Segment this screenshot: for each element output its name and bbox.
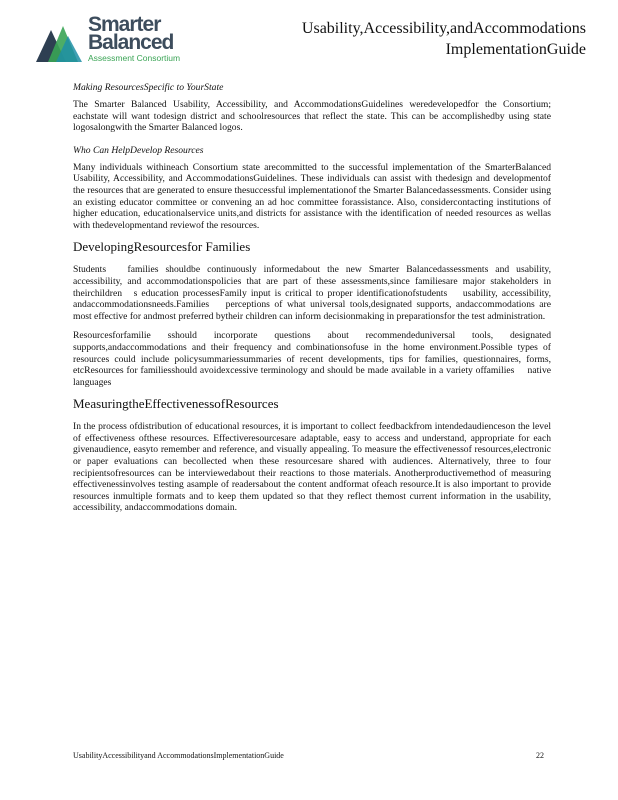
subheading-who-can-help: Who Can HelpDevelop Resources <box>73 144 204 156</box>
logo-word-balanced: Balanced <box>88 31 174 54</box>
logo-word-consortium: Assessment Consortium <box>88 53 181 63</box>
document-title <box>302 18 586 60</box>
triangle-mark-icon <box>34 16 84 64</box>
paragraph-who-can-help: Many individuals withineach Consortium state arecommitted to the successful implementation of the SmarterBalanced Usability, Accessibility, and AccommodationsGuidelines. These individuals can assist with thedesign and developmentof the resources that are generated to ensure thesuccessful implementationof the Smarter Balancedassessments. Consider using an existing educator committee or convening an ad hoc committee forassistance. Also, considercontacting institutions of higher education, educationalservice units,and districts for assistance with the identification of needed resources as wellas with thedevelopmentand reviewof the resources. <box>73 161 551 231</box>
heading-measuring-effectiveness: MeasuringtheEffectivenessofResources <box>73 396 279 412</box>
document-title-line1: Usability,Accessibility,andAccommodations <box>301 20 586 37</box>
logo-word-smarter: Smarter <box>88 13 161 36</box>
document-title-line2: ImplementationGuide <box>445 41 586 58</box>
paragraph-families-1: Students   families shouldbe continuously informedabout the new Smarter Balancedassessments and usability, accessibility, and accommodationspolicies that are part of these assessments,since familiesare major stakeholders in theirchildren  s education processesFamily input is critical to proper identificationofstudents   usability, accessibility, andaccommodationsneeds.Families   perceptions of what universal tools,designated supports, andaccommodations are most effective for andmost preferred bytheir children can inform decisionmaking in preparationsfor the test administration. <box>73 264 551 322</box>
footer-title: UsabilityAccessibilityand AccommodationsImplementationGuide <box>73 751 284 760</box>
paragraph-families-2: Resourcesforfamilie sshould incorporate questions about recommendeduniversal tools, designated supports,andaccommodations and their frequency and combinationsofuse in the home environment.Possible types of resources could include policysummariessummaries of recent developments, tips for families, questionnaires, forms, etcResources for familiesshould avoidexcessive terminology and should be made available in a variety offamilies   native languages <box>73 330 551 388</box>
page-footer <box>73 751 544 760</box>
paragraph-making-resources: The Smarter Balanced Usability, Accessibility, and AccommodationsGuidelines weredevelopedfor the Consortium; eachstate will want todesign district and schoolresources that reflect the state. This can be accomplishedby using state logosalongwith the Smarter Balanced logos. <box>73 99 551 134</box>
heading-developing-resources-families: DevelopingResourcesfor Families <box>73 239 251 255</box>
smarter-balanced-logo <box>34 14 184 64</box>
page-number: 22 <box>536 751 544 760</box>
page-body <box>73 82 551 522</box>
paragraph-measuring: In the process ofdistribution of educational resources, it is important to collect feedbackfrom intendedaudienceson the level of effectiveness ofthese resources. Effectiveresourcesare adaptable, easy to access and understand, appropriate for each givenaudience, easyto remember and reference, and visually appealing. To measure the effectivenessof resources,electronic or paper evaluations can becollected when these resourcesare shared with audiences. Alternatively, three to four recipientsofresources can be interviewedabout their reactions to those materials. Anotherproductivemethod of measuring effectivenessinvolves testing asample of readersabout the content andformat ofeach resource.It is also important to provide resources inmultiple formats and to keep them updated so that they reflect themost current information in the usability, accessibility, andaccommodations domain. <box>73 421 551 514</box>
subheading-making-resources: Making ResourcesSpecific to YourState <box>73 82 224 93</box>
